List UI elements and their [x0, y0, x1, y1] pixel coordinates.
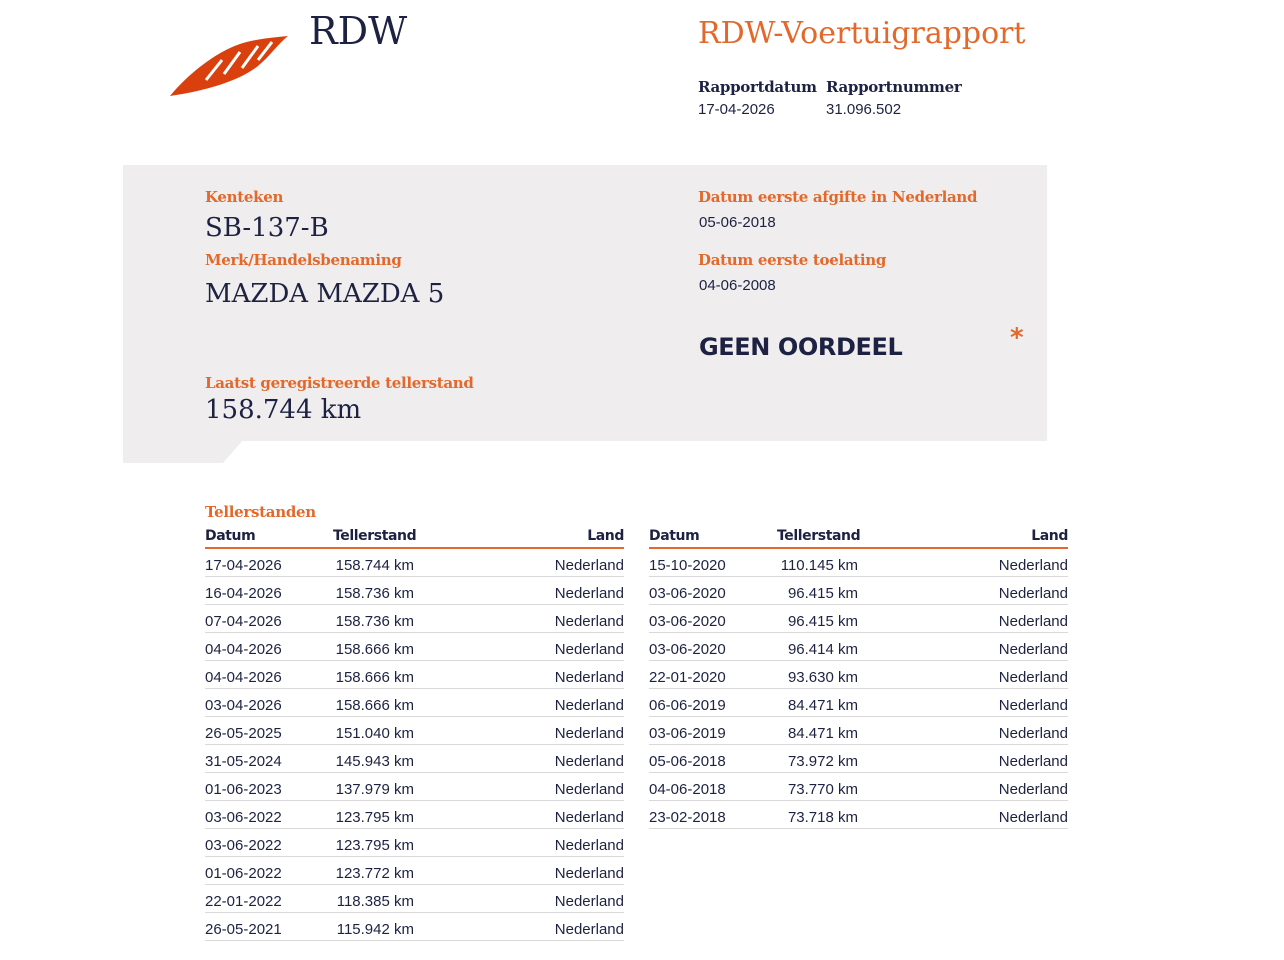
date-cell: 03-06-2022	[205, 837, 282, 854]
odometer-table-right	[649, 527, 1068, 829]
verdict-footnote-mark: *	[1010, 323, 1024, 353]
reading-cell: 96.415 km	[787, 585, 858, 602]
odometer-section-title: Tellerstanden	[205, 503, 316, 521]
make-label: Merk/Handelsbenaming	[205, 251, 402, 269]
column-header-country: Land	[1031, 528, 1068, 544]
table-row	[205, 717, 624, 745]
report-number-label: Rapportnummer	[826, 78, 962, 96]
make-value: MAZDA MAZDA 5	[205, 279, 445, 309]
table-row	[205, 633, 624, 661]
table-row	[205, 577, 624, 605]
vehicle-summary-panel	[123, 165, 1047, 441]
table-row	[649, 717, 1068, 745]
date-cell: 22-01-2022	[205, 893, 282, 910]
country-cell: Nederland	[554, 641, 624, 658]
country-cell: Nederland	[554, 557, 624, 574]
table-row	[649, 773, 1068, 801]
reading-cell: 123.795 km	[335, 837, 414, 854]
column-header-country: Land	[587, 528, 624, 544]
odometer-table-left	[205, 527, 624, 941]
table-row	[649, 605, 1068, 633]
country-cell: Nederland	[554, 753, 624, 770]
table-row	[649, 577, 1068, 605]
country-cell: Nederland	[998, 781, 1068, 798]
reading-cell: 123.795 km	[335, 809, 414, 826]
country-cell: Nederland	[554, 809, 624, 826]
reading-cell: 158.666 km	[335, 669, 414, 686]
date-cell: 03-06-2022	[205, 809, 282, 826]
date-cell: 03-06-2020	[649, 613, 726, 630]
reading-cell: 93.630 km	[787, 669, 858, 686]
reading-cell: 96.414 km	[787, 641, 858, 658]
last-odometer-label: Laatst geregistreerde tellerstand	[205, 374, 474, 392]
reading-cell: 73.718 km	[787, 809, 858, 826]
table-row	[205, 913, 624, 941]
column-header-reading: Tellerstand	[333, 528, 417, 544]
date-cell: 23-02-2018	[649, 809, 726, 826]
table-row	[649, 745, 1068, 773]
panel-tail-shape	[123, 440, 243, 463]
reading-cell: 137.979 km	[335, 781, 414, 798]
table-row	[649, 549, 1068, 577]
reading-cell: 158.666 km	[335, 697, 414, 714]
date-cell: 03-04-2026	[205, 697, 282, 714]
reading-cell: 73.972 km	[787, 753, 858, 770]
date-cell: 26-05-2025	[205, 725, 282, 742]
table-header	[205, 527, 624, 549]
country-cell: Nederland	[554, 669, 624, 686]
table-body	[649, 549, 1068, 829]
table-row	[205, 801, 624, 829]
table-row	[205, 689, 624, 717]
reading-cell: 158.744 km	[335, 557, 414, 574]
column-header-reading: Tellerstand	[777, 528, 861, 544]
reading-cell: 84.471 km	[787, 725, 858, 742]
date-cell: 04-04-2026	[205, 641, 282, 658]
column-header-date: Datum	[649, 528, 700, 544]
country-cell: Nederland	[554, 697, 624, 714]
country-cell: Nederland	[554, 865, 624, 882]
first-admission-label: Datum eerste toelating	[698, 251, 887, 269]
country-cell: Nederland	[554, 613, 624, 630]
reading-cell: 110.145 km	[780, 557, 858, 574]
table-row	[205, 829, 624, 857]
report-date-label: Rapportdatum	[698, 78, 817, 96]
date-cell: 22-01-2020	[649, 669, 726, 686]
country-cell: Nederland	[998, 697, 1068, 714]
reading-cell: 123.772 km	[335, 865, 414, 882]
reading-cell: 84.471 km	[787, 697, 858, 714]
table-row	[205, 661, 624, 689]
date-cell: 01-06-2022	[205, 865, 282, 882]
brand-name: RDW	[309, 9, 408, 53]
first-admission-value: 04-06-2008	[699, 277, 776, 294]
table-row	[205, 605, 624, 633]
report-title: RDW-Voertuigrapport	[698, 16, 1026, 51]
country-cell: Nederland	[998, 613, 1068, 630]
country-cell: Nederland	[554, 893, 624, 910]
date-cell: 04-06-2018	[649, 781, 726, 798]
date-cell: 05-06-2018	[649, 753, 726, 770]
table-header	[649, 527, 1068, 549]
rdw-logo-icon	[166, 30, 296, 100]
date-cell: 01-06-2023	[205, 781, 282, 798]
date-cell: 16-04-2026	[205, 585, 282, 602]
country-cell: Nederland	[554, 781, 624, 798]
reading-cell: 115.942 km	[336, 921, 414, 938]
country-cell: Nederland	[998, 725, 1068, 742]
date-cell: 17-04-2026	[205, 557, 282, 574]
table-row	[205, 745, 624, 773]
first-nl-value: 05-06-2018	[699, 214, 776, 231]
table-row	[205, 773, 624, 801]
date-cell: 06-06-2019	[649, 697, 726, 714]
reading-cell: 158.736 km	[335, 585, 414, 602]
report-number: 31.096.502	[826, 101, 902, 118]
reading-cell: 118.385 km	[336, 893, 414, 910]
country-cell: Nederland	[554, 585, 624, 602]
country-cell: Nederland	[998, 557, 1068, 574]
table-row	[205, 549, 624, 577]
date-cell: 03-06-2019	[649, 725, 726, 742]
table-row	[649, 633, 1068, 661]
date-cell: 04-04-2026	[205, 669, 282, 686]
first-nl-label: Datum eerste afgifte in Nederland	[698, 188, 978, 206]
last-odometer-value: 158.744 km	[205, 395, 362, 425]
reading-cell: 73.770 km	[787, 781, 858, 798]
verdict-text: GEEN OORDEEL	[699, 333, 903, 361]
date-cell: 31-05-2024	[205, 753, 282, 770]
table-row	[205, 857, 624, 885]
date-cell: 07-04-2026	[205, 613, 282, 630]
date-cell: 03-06-2020	[649, 585, 726, 602]
table-row	[649, 661, 1068, 689]
country-cell: Nederland	[554, 837, 624, 854]
plate-value: SB-137-B	[205, 213, 329, 243]
table-body	[205, 549, 624, 941]
country-cell: Nederland	[554, 921, 624, 938]
date-cell: 03-06-2020	[649, 641, 726, 658]
table-row	[649, 801, 1068, 829]
reading-cell: 158.736 km	[335, 613, 414, 630]
country-cell: Nederland	[998, 809, 1068, 826]
table-row	[205, 885, 624, 913]
country-cell: Nederland	[998, 641, 1068, 658]
reading-cell: 96.415 km	[787, 613, 858, 630]
report-date: 17-04-2026	[698, 101, 775, 118]
date-cell: 26-05-2021	[205, 921, 282, 938]
country-cell: Nederland	[554, 725, 624, 742]
reading-cell: 145.943 km	[335, 753, 414, 770]
country-cell: Nederland	[998, 669, 1068, 686]
table-row	[649, 689, 1068, 717]
reading-cell: 151.040 km	[335, 725, 414, 742]
country-cell: Nederland	[998, 753, 1068, 770]
column-header-date: Datum	[205, 528, 256, 544]
plate-label: Kenteken	[205, 188, 284, 206]
date-cell: 15-10-2020	[649, 557, 726, 574]
country-cell: Nederland	[998, 585, 1068, 602]
reading-cell: 158.666 km	[335, 641, 414, 658]
